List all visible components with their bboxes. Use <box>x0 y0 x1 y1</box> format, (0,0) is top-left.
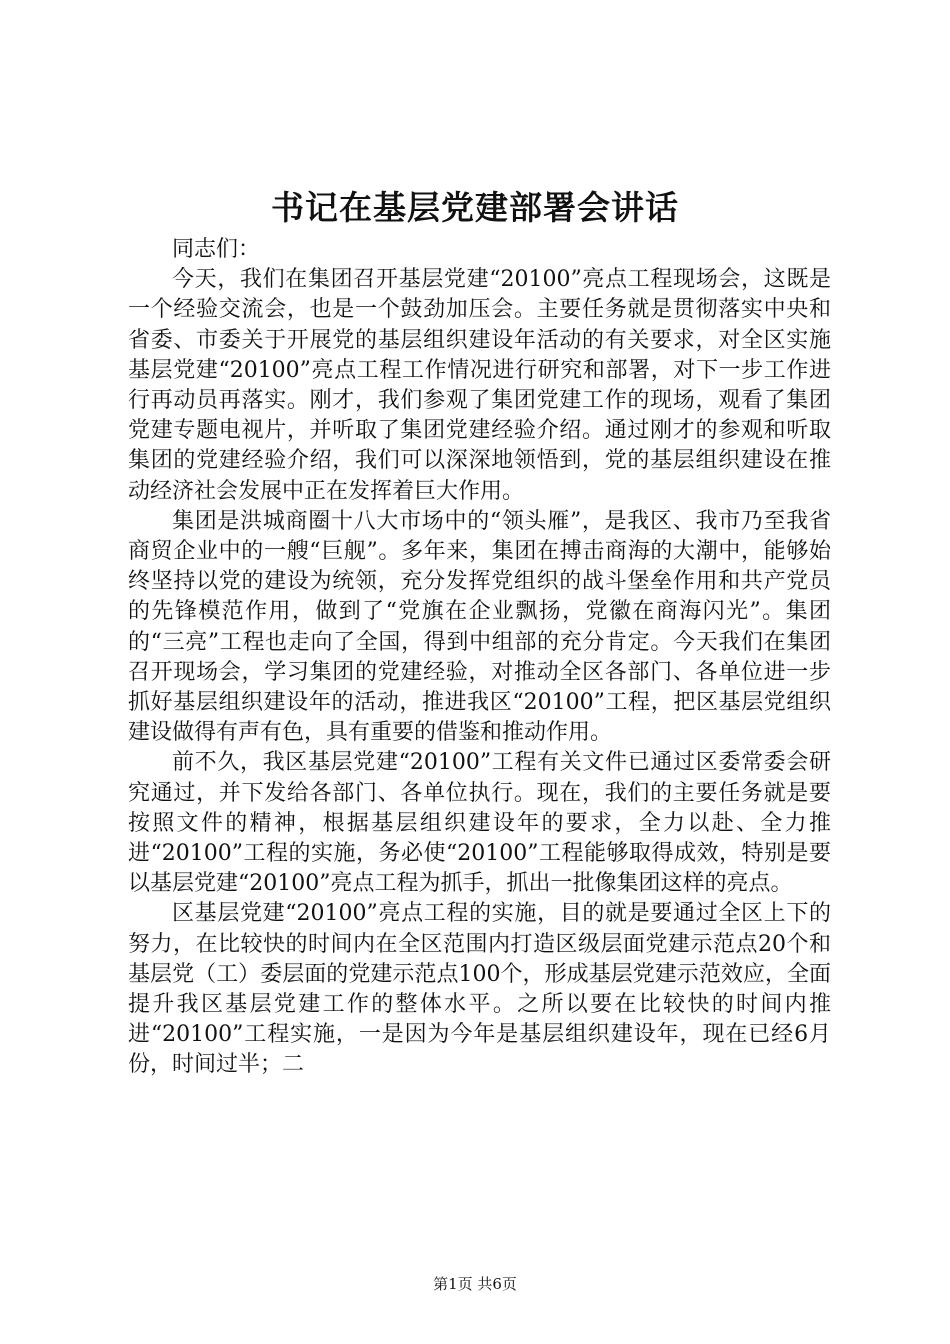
body-paragraph: 集团是洪城商圈十八大市场中的“领头雁”，是我区、我市乃至我省商贸企业中的一艘“巨舰”。多年来，集团在搏击商海的大潮中，能够始终坚持以党的建设为统领，充分发挥党组织的战斗堡垒作用和共产党员的先锋模范作用，做到了“党旗在企业飘扬，党徽在商海闪光”。集团的“三亮”工程也走向了全国，得到中组部的充分肯定。今天我们在集团召开现场会，学习集团的党建经验，对推动全区各部门、各单位进一步抓好基层组织建设年的活动，推进我区“20100”工程，把区基层党组织建设做得有声有色，具有重要的借鉴和推动作用。 <box>128 508 831 746</box>
document-body <box>128 235 831 1081</box>
page-number-footer: 第1页 共6页 <box>433 1275 517 1293</box>
document-title: 书记在基层党建部署会讲话 <box>271 188 679 227</box>
salutation: 同志们： <box>172 237 261 262</box>
body-paragraph: 今天，我们在集团召开基层党建“20100”亮点工程现场会，这既是一个经验交流会，也是一个鼓劲加压会。主要任务就是贯彻落实中央和省委、市委关于开展党的基层组织建设年活动的有关要求，对全区实施基层党建“20100”亮点工程工作情况进行研究和部署，对下一步工作进行再动员再落实。刚才，我们参观了集团党建工作的现场，观看了集团党建专题电视片，并听取了集团党建经验介绍。通过刚才的参观和听取集团的党建经验介绍，我们可以深深地领悟到，党的基层组织建设在推动经济社会发展中正在发挥着巨大作用。 <box>128 267 831 504</box>
body-paragraph: 区基层党建“20100”亮点工程的实施，目的就是要通过全区上下的努力，在比较快的时间内在全区范围内打造区级层面党建示范点20个和基层党（工）委层面的党建示范点100个，形成基层党建示范效应，全面提升我区基层党建工作的整体水平。之所以要在比较快的时间内推进“20100”工程实施，一是因为今年是基层组织建设年，现在已经6月份，时间过半；二 <box>128 901 831 1078</box>
body-paragraph: 前不久，我区基层党建“20100”工程有关文件已通过区委常委会研究通过，并下发给各部门、各单位执行。现在，我们的主要任务就是要按照文件的精神，根据基层组织建设年的要求，全力以赴、全力推进“20100”工程的实施，务必使“20100”工程能够取得成效，特别是要以基层党建“20100”亮点工程为抓手，抓出一批像集团这样的亮点。 <box>128 750 831 897</box>
